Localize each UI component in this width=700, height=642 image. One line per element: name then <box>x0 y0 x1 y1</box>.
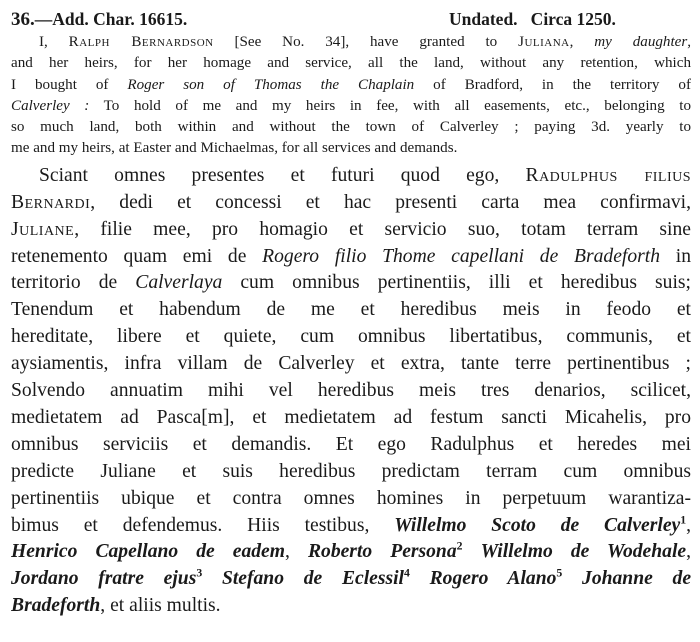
witness-7: Rogero Alano <box>429 568 557 590</box>
latin-line: Tenendum et habendum de me et heredibus meis in feodo et <box>11 299 691 321</box>
latin-line: Sciant omnes presentes et futuri quod ego, Radulphus filius <box>39 164 691 186</box>
grantee-name: Juliana <box>518 34 570 50</box>
place-name: Calverley : <box>11 97 90 114</box>
witness-8-cont: Bradeforth <box>11 595 101 617</box>
footnote-mark-1: 1 <box>680 513 687 527</box>
latin-line: pertinentiis ubique et contra omnes homines in perpetuum warantiza- <box>11 487 691 509</box>
witness-1: Willelmo Scoto de Calverley <box>394 514 681 536</box>
grantor-latin-name-cont: Bernardi <box>11 191 91 213</box>
footnote-mark-3: 3 <box>196 566 203 580</box>
charter-heading <box>11 6 691 32</box>
charter-reference <box>11 6 187 33</box>
footnote-mark-4: 4 <box>404 566 410 580</box>
grantor-name: Ralph Bernardson <box>68 34 214 50</box>
seller-latin-name: Rogero filio Thome capellani de Bradeforth <box>262 245 661 267</box>
relation: my daughter <box>594 34 688 50</box>
summary-line: and her heirs, for her homage and service, all the land, without any retention, which <box>11 55 691 72</box>
summary-line: me and my heirs, at Easter and Michaelmas, for all services and demands. <box>11 140 458 157</box>
grantor-latin-name: Radulphus filius <box>525 164 691 186</box>
witness-8: Johanne de <box>582 568 691 590</box>
latin-line: Bernardi, dedi et concessi et hac presenti carta mea confirmavi, <box>11 191 691 213</box>
latin-line: Solvendo annuatim mihi vel heredibus meis tres denarios, scilicet, <box>11 380 691 402</box>
latin-line: retenemento quam emi de Rogero filio Thome capellani de Bradeforth in <box>11 245 691 267</box>
latin-line: predicte Juliane et suis heredibus predictam terram cum omnibus <box>11 460 691 482</box>
latin-line: bimus et defendemus. Hiis testibus, Willelmo Scoto de Calverley$^1$, <box>11 513 691 536</box>
charter-number: 36. <box>11 9 35 30</box>
latin-line: Bradeforth, et aliis multis. <box>11 595 221 617</box>
witness-5: Jordano fratre ejus <box>11 568 197 590</box>
charter-date: Undated. Circa 1250. <box>449 9 616 29</box>
charter-source: —Add. Char. 16615. <box>34 9 188 29</box>
summary-line: Calverley : To hold of me and my heirs in fee, with all easements, etc., belonging to <box>11 97 691 114</box>
witness-2: Henrico Capellano de eadem <box>11 541 285 563</box>
grantee-latin-name: Juliane <box>11 218 75 240</box>
latin-line: hereditate, libere et quiete, cum omnibus libertatibus, communis, et <box>11 326 691 348</box>
place-latin-name: Calverlaya <box>135 272 223 294</box>
footnote-mark-5: 5 <box>556 566 563 580</box>
witness-4: Willelmo de Wodehale <box>480 541 687 563</box>
latin-line: Henrico Capellano de eadem, Roberto Persona$^2$ Willelmo de Wodehale, <box>11 539 691 563</box>
footnote-mark-2: 2 <box>456 539 463 553</box>
latin-line: medietatem ad Pasca[m], et medietatem ad festum sancti Micahelis, pro <box>11 406 691 428</box>
english-summary <box>11 32 691 160</box>
latin-line: omnibus serviciis et demandis. Et ego Radulphus et heredes mei <box>11 433 691 455</box>
seller-name: Roger son of Thomas the Chaplain <box>127 76 415 93</box>
latin-line: territorio de Calverlaya cum omnibus pertinentiis, illi et heredibus suis; <box>11 272 691 294</box>
latin-line: Juliane, filie mee, pro homagio et servicio suo, totam terram sine <box>11 218 691 240</box>
charter-page <box>11 6 691 620</box>
summary-line: so much land, both within and without the town of Calverley ; paying 3d. yearly to <box>11 119 691 136</box>
witness-3: Roberto Persona <box>307 541 457 563</box>
witness-6: Stefano de Eclessil <box>221 568 404 590</box>
latin-line <box>11 566 691 593</box>
latin-text <box>11 163 691 620</box>
summary-line: I, Ralph Bernardson [See No. 34], have granted to Juliana, my daughter, <box>39 34 691 50</box>
summary-line: I bought of Roger son of Thomas the Chaplain of Bradford, in the territory of <box>11 76 691 93</box>
latin-line: aysiamentis, infra villam de Calverley et extra, tante terre pertinentibus ; <box>11 353 691 375</box>
